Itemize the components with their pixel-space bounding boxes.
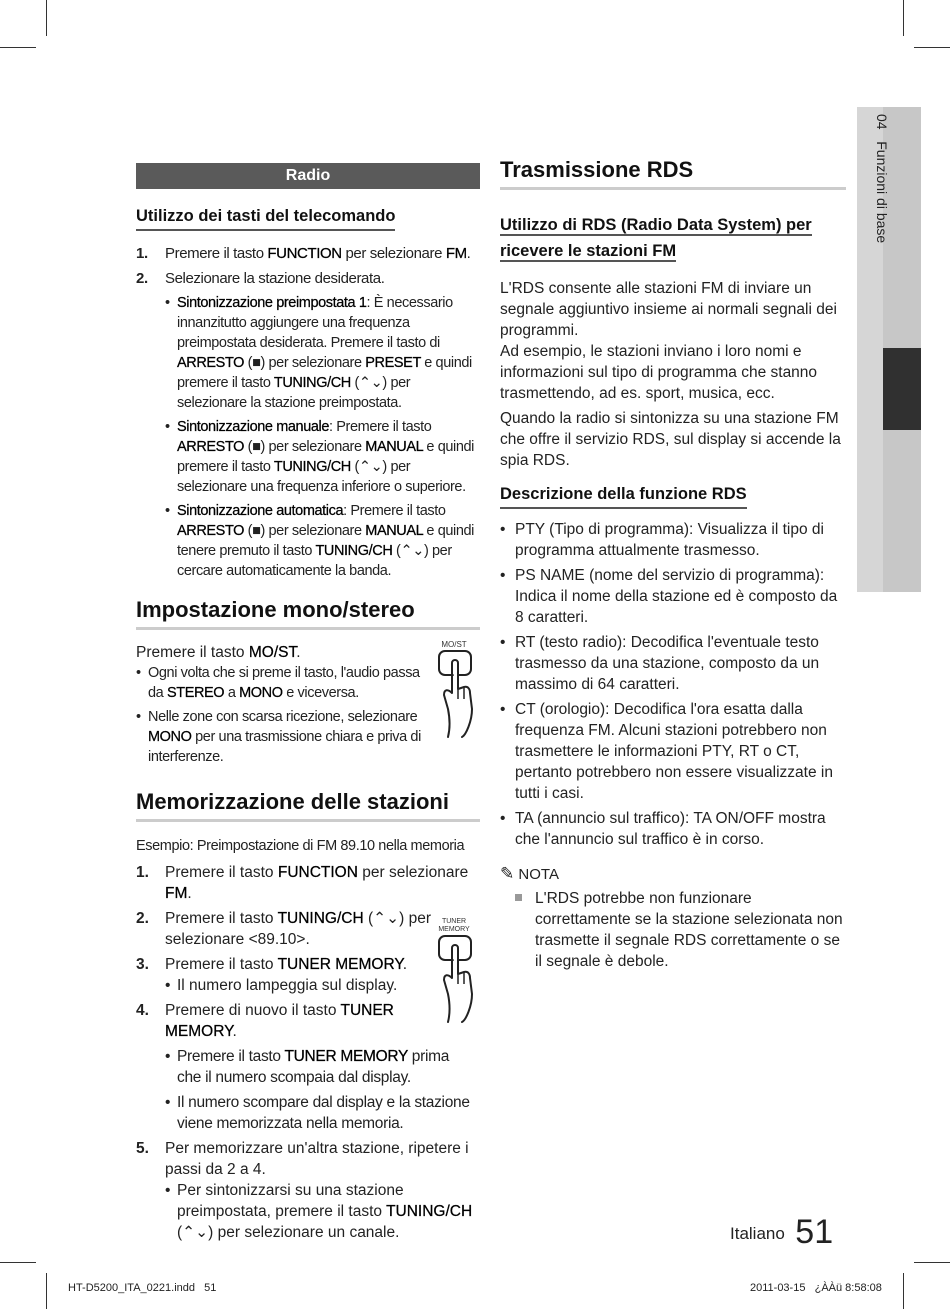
key-label: MANUAL: [365, 439, 423, 455]
rds-intro: [500, 278, 846, 471]
key-label: Sintonizzazione manuale: [177, 419, 330, 435]
key-label: FUNCTION: [267, 245, 342, 262]
text: .: [296, 644, 301, 661]
button-label: [436, 918, 472, 934]
list-item: [500, 808, 846, 850]
text: e quindi premere il tasto: [177, 439, 475, 475]
step-number: 2.: [136, 270, 148, 287]
step-number: 2.: [136, 910, 149, 927]
list-item: [136, 908, 445, 950]
list-item: [165, 501, 480, 581]
list-item: [136, 707, 421, 767]
text: Premere di nuovo il tasto: [165, 1002, 341, 1019]
text: TA (annuncio sul traffico): TA ON/OFF mostra che l'annuncio sul traffico è in corso.: [515, 810, 826, 848]
key-label: TUNING/CH: [315, 543, 393, 559]
crop-mark: [46, 1273, 47, 1309]
text: : Premere il tasto: [343, 503, 446, 519]
key-label: FM: [445, 245, 467, 262]
key-label: ARRESTO: [177, 439, 245, 455]
text: .: [232, 1023, 237, 1040]
rds-title: Trasmissione RDS: [500, 157, 846, 190]
square-bullet-icon: [515, 894, 522, 901]
page-footer: [730, 1213, 833, 1252]
right-column: [500, 157, 846, 972]
text: : È necessario innanzitutto aggiungere una frequenza preimpostata desiderata. Premere il tasto di: [177, 295, 453, 351]
remote-heading: Utilizzo dei tasti del telecomando: [136, 207, 395, 231]
text: Nelle zone con scarsa ricezione, selezionare: [148, 709, 418, 725]
list-item: [136, 1000, 405, 1042]
text: (■) per selezionare: [244, 439, 366, 455]
list-item: [165, 417, 480, 497]
crop-mark: [46, 0, 47, 36]
key-label: TUNING/CH: [273, 459, 351, 475]
print-file-slug: HT-D5200_ITA_0221.indd 51: [68, 1282, 217, 1294]
text: (■) per selezionare: [244, 355, 366, 371]
section-bar-radio: Radio: [136, 163, 480, 189]
text: e quindi premere il tasto: [177, 355, 472, 391]
button-label: MO/ST: [441, 640, 467, 649]
sub-list: [165, 975, 476, 996]
list-item: [165, 975, 476, 996]
text: per selezionare: [341, 245, 446, 262]
text: Il numero lampeggia sul display.: [177, 977, 398, 994]
list-item: [136, 268, 480, 289]
key-label: ARRESTO: [177, 523, 245, 539]
mono-stereo-heading: Impostazione mono/stereo: [136, 597, 480, 630]
crop-mark: [914, 1262, 950, 1263]
text: Premere il tasto: [165, 864, 278, 881]
print-timestamp: 2011-03-15 ¿ÀÀü 8:58:08: [750, 1282, 882, 1294]
note-label: NOTA: [518, 866, 559, 883]
text: Premere il tasto: [165, 910, 278, 927]
text: Premere il tasto: [165, 245, 268, 262]
key-label: FUNCTION: [277, 864, 358, 881]
crop-mark: [914, 47, 950, 48]
text: CT (orologio): Decodifica l'ora esatta dalla frequenza FM. Alcuni stazioni potrebbero non trasmettere le informazioni PTY, RT o CT, pertanto potrebbero non essere visualizzate in tutti i casi.: [515, 701, 833, 802]
list-item: [136, 862, 476, 904]
left-column: [136, 163, 480, 1247]
list-item: [165, 1180, 476, 1243]
text: Premere il tasto: [136, 644, 249, 661]
language-label: Italiano: [730, 1224, 785, 1243]
text: (⌃⌄) per selezionare un canale.: [177, 1224, 400, 1241]
text: e viceversa.: [282, 685, 359, 701]
mono-bullets: [136, 663, 421, 767]
key-label: TUNING/CH: [277, 910, 364, 927]
key-label: TUNER MEMORY: [277, 956, 403, 973]
step-number: 1.: [136, 245, 148, 262]
text: Selezionare la stazione desiderata.: [165, 270, 385, 287]
key-label: TUNING/CH: [273, 375, 351, 391]
text: e quindi tenere premuto il tasto: [177, 523, 475, 559]
button-label-line: MEMORY: [438, 926, 470, 933]
list-item: [500, 519, 846, 561]
memory-steps: [136, 862, 476, 1243]
list-item: [165, 1092, 476, 1134]
paragraph: Ad esempio, le stazioni inviano i loro nomi e informazioni sul tipo di programma che stanno trasmettendo, ad es. sport, musica, ecc.: [500, 343, 818, 402]
text: Premere il tasto: [177, 1048, 285, 1065]
text: (⌃⌄) per selezionare una frequenza inferiore o superiore.: [177, 459, 466, 495]
key-label: TUNER MEMORY: [165, 1002, 394, 1040]
remote-steps: [136, 243, 480, 289]
text: (⌃⌄) per selezionare <89.10>.: [165, 910, 432, 948]
chapter-title: Funzioni di base: [874, 141, 890, 244]
list-item: [500, 565, 846, 628]
sub-list: [165, 1180, 476, 1243]
sub-list-container: [136, 1046, 476, 1134]
rds-desc-heading: Descrizione della funzione RDS: [500, 485, 747, 509]
list-item: [136, 663, 421, 703]
text: Per memorizzare un'altra stazione, ripetere i passi da 2 a 4.: [165, 1140, 469, 1178]
note-header: [500, 864, 846, 884]
text: RT (testo radio): Decodifica l'eventuale testo trasmesso da una stazione, composto da un massimo di 64 caratteri.: [515, 634, 820, 693]
rds-desc-list: [500, 519, 846, 850]
text: .: [187, 885, 192, 902]
sub-list: [165, 1046, 476, 1134]
note-text: L'RDS potrebbe non funzionare correttamente se la stazione selezionata non trasmette il segnale RDS correttamente o se il segnale è debole.: [535, 890, 843, 970]
step-number: 4.: [136, 1002, 149, 1019]
list-item: [136, 1138, 476, 1243]
text: PTY (Tipo di programma): Visualizza il tipo di programma attualmente trasmesso.: [515, 521, 824, 559]
list-item: [165, 1046, 476, 1088]
crop-mark: [0, 47, 36, 48]
key-label: MONO: [148, 729, 192, 745]
page-number: 51: [795, 1213, 834, 1251]
chapter-number: 04: [874, 114, 890, 130]
text: (⌃⌄) per cercare automaticamente la banda.: [177, 543, 452, 579]
rds-sub-heading: [500, 212, 846, 264]
tuner-memory-button-illustration: [436, 918, 480, 1029]
text: prima che il numero scompaia dal display.: [177, 1048, 450, 1086]
text: Il numero scompare dal display e la stazione viene memorizzata nella memoria.: [177, 1094, 470, 1132]
text: Ogni volta che si preme il tasto, l'audio passa da: [148, 665, 420, 701]
list-item: [136, 954, 476, 996]
text: per una trasmissione chiara e priva di interferenze.: [148, 729, 421, 765]
key-label: TUNING/CH: [386, 1203, 473, 1220]
side-tab-label: [874, 114, 890, 314]
key-label: Sintonizzazione preimpostata 1: [177, 295, 367, 311]
text: (■) per selezionare: [244, 523, 366, 539]
text: (⌃⌄) per selezionare la stazione preimpostata.: [177, 375, 411, 411]
button-label-line: TUNER: [441, 918, 467, 925]
list-item: [500, 632, 846, 695]
pencil-icon: ✎: [500, 864, 515, 883]
crop-mark: [903, 1273, 904, 1309]
key-label: ARRESTO: [177, 355, 245, 371]
note-body: [500, 888, 846, 972]
text: Per sintonizzarsi su una stazione preimpostata, premere il tasto: [177, 1182, 404, 1220]
text: .: [402, 956, 408, 973]
crop-mark: [903, 0, 904, 36]
list-item: [165, 293, 480, 413]
text: .: [466, 245, 471, 262]
side-tab-marker: [883, 348, 921, 430]
hand-press-icon: [436, 649, 480, 739]
key-label: TUNER MEMORY: [284, 1048, 408, 1065]
crop-mark: [0, 1262, 36, 1263]
key-label: FM: [165, 885, 188, 902]
memory-example: Esempio: Preimpostazione di FM 89.10 nella memoria: [136, 838, 465, 854]
text: : Premere il tasto: [329, 419, 432, 435]
text: PS NAME (nome del servizio di programma): Indica il nome della stazione ed è composto da 8 caratteri.: [515, 567, 838, 626]
step-number: 1.: [136, 864, 149, 881]
rds-sub-heading-text: Utilizzo di RDS (Radio Data System) per ricevere le stazioni FM: [500, 216, 812, 260]
mono-intro: [136, 642, 480, 663]
memory-heading: Memorizzazione delle stazioni: [136, 789, 480, 822]
key-label: PRESET: [365, 355, 421, 371]
text: Premere il tasto: [165, 956, 278, 973]
hand-press-icon: [436, 934, 480, 1024]
step-number: 5.: [136, 1140, 149, 1157]
key-label: STEREO: [166, 685, 225, 701]
text: per selezionare: [357, 864, 469, 881]
key-label: Sintonizzazione automatica: [177, 503, 344, 519]
text: a: [224, 685, 240, 701]
key-label: MO/ST: [248, 644, 297, 661]
tuning-bullets: [165, 293, 480, 581]
paragraph: L'RDS consente alle stazioni FM di inviare un segnale aggiuntivo insieme ai normali segnali dei programmi.: [500, 280, 837, 339]
step-number: 3.: [136, 956, 149, 973]
list-item: [500, 699, 846, 804]
key-label: MONO: [239, 685, 283, 701]
key-label: MANUAL: [365, 523, 423, 539]
list-item: [136, 243, 480, 264]
mo-st-button-illustration: [436, 640, 480, 744]
paragraph: Quando la radio si sintonizza su una stazione FM che offre il servizio RDS, sul display si accende la spia RDS.: [500, 410, 841, 469]
